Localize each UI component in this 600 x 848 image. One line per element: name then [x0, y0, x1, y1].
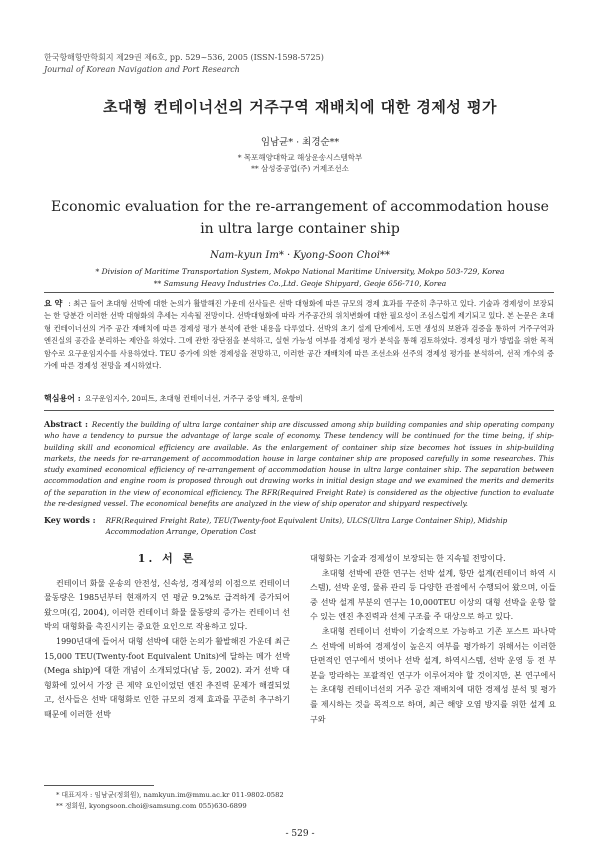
- keywords-ko-label: 핵심용어 :: [44, 393, 81, 403]
- journal-header: [44, 52, 324, 76]
- keywords-en: [44, 515, 554, 538]
- section-heading: 1. 서 론: [137, 552, 197, 565]
- body-paragraph: 대형화는 기술과 경제성이 보장되는 한 지속될 전망이다.: [310, 554, 506, 563]
- journal-name-en: Journal of Korean Navigation and Port Research: [44, 65, 240, 74]
- footnote-coauthor: ** 정회원, kyongsoon.choi@samsung.com 055)630-6899: [56, 802, 247, 810]
- affiliation-en-2: ** Samsung Heavy Industries Co.,Ltd. Geoje Shipyard, Geoje 656-710, Korea: [153, 279, 447, 288]
- abstract-en: [44, 419, 554, 509]
- affiliations-en: [0, 266, 600, 290]
- divider-middle: [44, 410, 554, 411]
- authors-en: Nam-kyun Im* · Kyong-Soon Choi**: [210, 250, 390, 261]
- journal-citation-ko: 한국항해항만학회지 제29권 제6호, pp. 529~536, 2005 (ISSN-1598-5725): [44, 53, 324, 62]
- paper-title-en-line-1: Economic evaluation for the re-arrangement of accommodation house: [51, 199, 549, 215]
- body-column-right: [310, 552, 556, 727]
- body-paragraph: 초대형 컨테이너 선박이 기술적으로 가능하고 기존 포스트 파나막스 선박에 비하여 경제성이 높은지 여부를 평가하기 위해서는 이러한 단편적인 연구에서 벗어나 선박 설계, 하역시스템, 선박 운영 등 전 부분을 망라하는 포괄적인 연구가 이루어져야 할 것이지만, 본 연구에서는 초대형 컨테이너선의 거주 공간 재배치에 대한 경제성 분석 및 평가를 제시하는 것을 목적으로 하며, 최근 해양 오염 방지를 위한 설계 요구와: [310, 626, 556, 724]
- body-column-left: [44, 546, 290, 723]
- paper-title-ko: 초대형 컨테이너선의 거주구역 재배치에 대한 경제성 평가: [102, 98, 498, 116]
- footnote-divider: [44, 785, 154, 786]
- affiliation-ko-2: ** 삼성중공업(주) 거제조선소: [251, 164, 349, 173]
- abstract-en-text: Recently the building of ultra large container ship are discussed among ship building companies and ship operating company who have a tendency to pursue the advantage of large scale of economy. These tendency will be continued for the time being, if ship-building skill and economical efficiency are available. As the enlargement of container ship size becomes hot issues in ship-building markets, the needs for re-arrangement of accommodation house in large container ship are proposed carefully in some researches. This study examined economical efficiency of re-arrangement of accommodation house in ultra large container ship. The separation between accommodation and engine room is proposed through out drawing works in initial design stage and we examined the merits and demerits of the separation in the view of economical efficiency. The RFR(Required Freight Rate) is considered as the objective function to evaluate the re-designed vessel. The economical benefits are analyzed in the view of ship operator and shipyard respectively.: [44, 420, 555, 509]
- abstract-ko-label: 요 약: [44, 298, 63, 308]
- body-paragraph: 컨테이너 화물 운송의 안전성, 신속성, 경제성의 이점으로 컨테이너 물동량은 1985년부터 현재까지 연 평균 9.2%로 급격하게 증가되어 왔으며(김, 2004), 이러한 컨테이너 화물 물동량의 증가는 컨테이너 선박의 대형화를 촉진시키는 중요한 요인으로 작용하고 있다.: [44, 578, 290, 632]
- authors-ko: 임남균* · 최경순**: [260, 137, 340, 148]
- affiliation-en-1: * Division of Maritime Transportation System, Mokpo National Maritime University, Mokpo 503-729, Korea: [95, 267, 505, 276]
- abstract-ko-text: : 최근 들어 초대형 선박에 대한 논의가 활발해진 가운데 선사들은 선박 대형화에 따른 규모의 경제 효과를 꾸준히 추구하고 있다. 기술과 경제성이 보장되는 한 당분간 이러한 선박 대형화의 추세는 지속될 전망이다. 선박대형화에 따라 거주공간의 위치변화에 대한 필요성이 조심스럽게 제기되고 있다. 본 논문은 초대형 컨테이너선의 거주 공간 재배치에 따른 경제성 평가 분석에 관한 내용을 다루었다. 선박의 초기 설계 단계에서, 도면 생성의 보완과 검증을 통하여 거주구역과 엔진실의 공간을 분리하는 제안을 하였다. 그에 관한 장단점을 분석하고, 실현 가능성 여부를 경제성 평가 분석을 통해 검토하였다. 경제성 평가 방법을 위한 목적함수로 요구운임지수를 사용하였다. TEU 증가에 의한 경제성을 전망하고, 이러한 공간 재배치에 따른 조선소와 선주의 경제성 평가를 분석하여, 선적 개수의 증가에 따른 경제성 전망을 제시하였다.: [44, 299, 554, 371]
- footnote-corresponding-author: * 대표저자 : 임남균(정회원), namkyun.im@mmu.ac.kr 011-9802-0582: [56, 791, 284, 799]
- affiliations-ko: [0, 152, 600, 174]
- footnotes: [56, 790, 284, 812]
- keywords-ko: [44, 393, 554, 404]
- body-paragraph: 초대형 선박에 관한 연구는 선박 설계, 항만 설계(컨테이너 하역 시스템), 선박 운영, 물류 관리 등 다양한 관점에서 수행되어 왔으며, 이들 중 선박 설계 부분의 연구는 10,000TEU 이상의 대형 선박을 운항 할 수 있는 엔진 추진력과 선체 구조를 주 대상으로 하고 있다.: [310, 568, 556, 622]
- paper-title-en-line-2: in ultra large container ship: [200, 221, 400, 237]
- abstract-en-label: Abstract :: [44, 419, 88, 429]
- affiliation-ko-1: * 목포해양대학교 해상운송시스템학부: [237, 153, 363, 162]
- body-paragraph: 1990년대에 들어서 대형 선박에 대한 논의가 활발해진 가운데 최근 15,000 TEU(Twenty-foot Equivalent Units)에 달하는 메가 선박(Mega ship)에 대한 개념이 소개되었다(남 등, 2002). 과거 선박 대형화에 있어서 가장 큰 제약 요인이었던 엔진 추진력 문제가 해결되었고, 선사들은 선박 대형화로 인한 규모의 경제 효과를 꾸준히 추구하기 때문에 이러한 선박: [44, 636, 290, 719]
- abstract-ko: [44, 297, 554, 372]
- page-number: - 529 -: [285, 829, 315, 839]
- keywords-en-label: Key words :: [44, 515, 96, 525]
- paper-title-en: [0, 196, 600, 240]
- divider-top: [44, 292, 554, 293]
- keywords-ko-text: 요구운임지수, 20피트, 초대형 컨테이너선, 거주구 중앙 배치, 운항비: [84, 394, 303, 403]
- keywords-en-text: RFR(Required Freight Rate), TEU(Twenty-foot Equivalent Units), ULCS(Ultra Large Container Ship), Midship Accommodation Arrange, Operation Cost: [105, 516, 508, 537]
